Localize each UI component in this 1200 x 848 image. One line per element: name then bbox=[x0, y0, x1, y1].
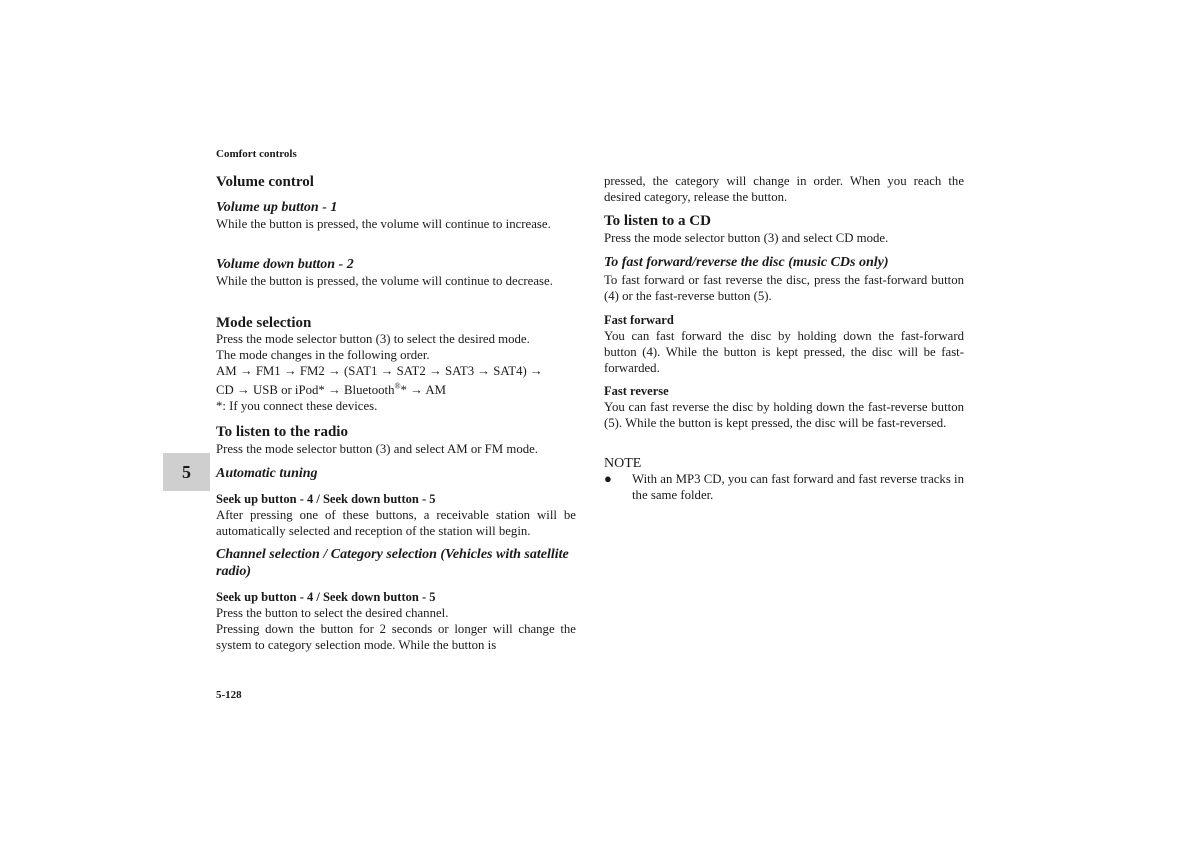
seek-text: After pressing one of these buttons, a receivable station will be automatically selected and reception of the station will begin. bbox=[216, 508, 576, 538]
volume-control-title: Volume control bbox=[216, 174, 314, 190]
volume-up-title: Volume up button - 1 bbox=[216, 200, 338, 215]
note-label: NOTE bbox=[604, 456, 642, 471]
continued-text: pressed, the category will change in order. When you reach the desired category, release the button. bbox=[604, 174, 964, 204]
mode-sequence-line1: AM → FM1 → FM2 → (SAT1 → SAT2 → SAT3 → SAT4) → bbox=[216, 364, 543, 378]
radio-text: Press the mode selector button (3) and select AM or FM mode. bbox=[216, 442, 538, 456]
fast-forward-reverse-title: To fast forward/reverse the disc (music CDs only) bbox=[604, 255, 889, 270]
cd-text: Press the mode selector button (3) and select CD mode. bbox=[604, 231, 889, 245]
section-header: Comfort controls bbox=[216, 148, 297, 160]
cd-title: To listen to a CD bbox=[604, 213, 711, 229]
channel-selection-title: Channel selection / Category selection (Vehicles with satellite radio) bbox=[216, 547, 569, 579]
fast-forward-title: Fast forward bbox=[604, 313, 674, 327]
seek2-title: Seek up button - 4 / Seek down button - 5 bbox=[216, 590, 436, 604]
fast-reverse-text: You can fast reverse the disc by holding down the fast-reverse button (5). While the button is kept pressed, the disc will be fast-reversed. bbox=[604, 400, 964, 430]
chapter-tab-number: 5 bbox=[182, 462, 191, 482]
registered-mark: ® bbox=[394, 381, 401, 391]
fast-forward-text: You can fast forward the disc by holding down the fast-forward button (4). While the button is kept pressed, the disc will be fast-forwarded. bbox=[604, 329, 964, 375]
fast-forward-reverse-text: To fast forward or fast reverse the disc, press the fast-forward button (4) or the fast-reverse button (5). bbox=[604, 273, 964, 303]
volume-up-text: While the button is pressed, the volume will continue to increase. bbox=[216, 217, 551, 231]
seek-title: Seek up button - 4 / Seek down button - 5 bbox=[216, 492, 436, 506]
automatic-tuning-title: Automatic tuning bbox=[216, 466, 318, 481]
mode-sequence-part-a: CD → USB or iPod* → Bluetooth bbox=[216, 383, 395, 397]
seek2-text2: Pressing down the button for 2 seconds or longer will change the system to category selection mode. While the button is bbox=[216, 622, 576, 652]
seek2-text1: Press the button to select the desired channel. bbox=[216, 606, 449, 620]
mode-footnote: *: If you connect these devices. bbox=[216, 399, 378, 413]
note-bullet: ● bbox=[604, 471, 612, 486]
radio-title: To listen to the radio bbox=[216, 424, 348, 440]
fast-reverse-title: Fast reverse bbox=[604, 384, 669, 398]
note-item: With an MP3 CD, you can fast forward and fast reverse tracks in the same folder. bbox=[632, 472, 964, 502]
volume-down-title: Volume down button - 2 bbox=[216, 257, 354, 272]
page-number: 5-128 bbox=[216, 689, 242, 701]
mode-selection-title: Mode selection bbox=[216, 315, 312, 331]
mode-sequence-line2 bbox=[216, 382, 576, 398]
mode-selection-text2: The mode changes in the following order. bbox=[216, 348, 430, 362]
mode-sequence-part-b: * → AM bbox=[400, 383, 447, 397]
mode-selection-text1: Press the mode selector button (3) to select the desired mode. bbox=[216, 332, 530, 346]
volume-down-text: While the button is pressed, the volume will continue to decrease. bbox=[216, 274, 553, 288]
